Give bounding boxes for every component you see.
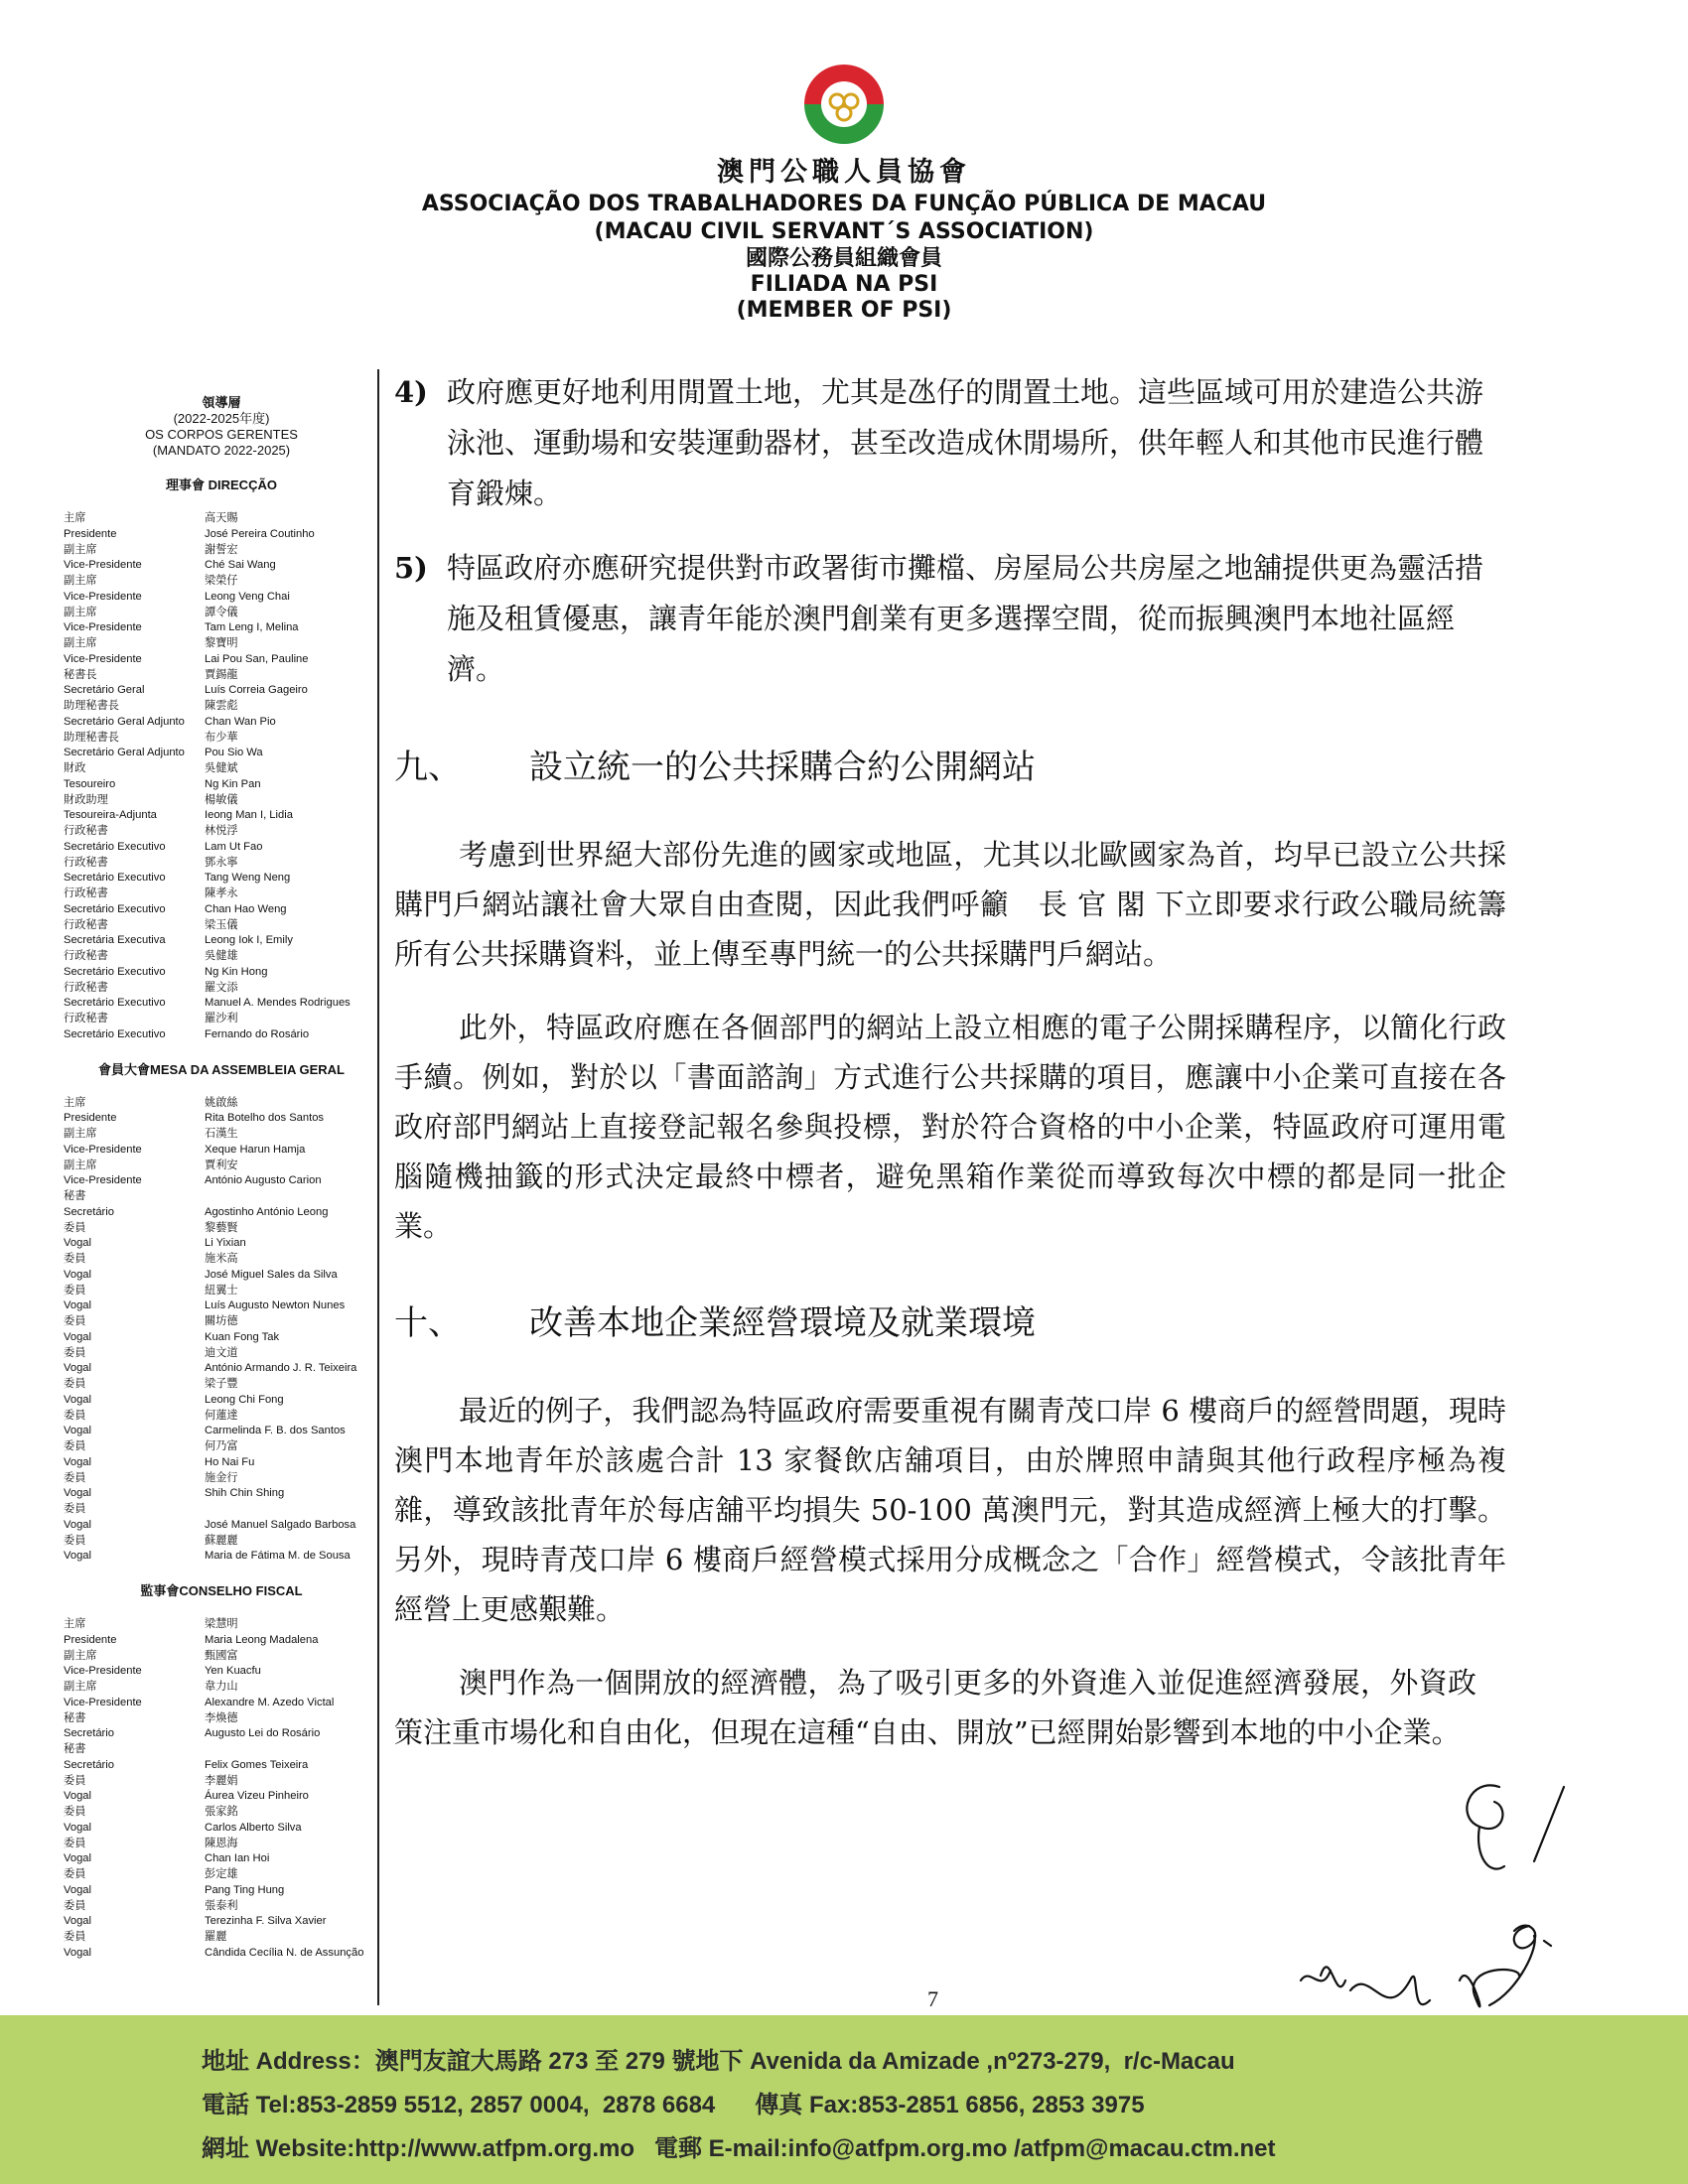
member-entry xyxy=(64,918,379,950)
member-entry xyxy=(64,668,379,700)
member-role-pt: Vogal xyxy=(64,1455,91,1468)
member-role-zh: 委員 xyxy=(64,1346,86,1359)
member-entry xyxy=(64,1774,379,1806)
member-name-zh: 李麗娟 xyxy=(205,1774,238,1787)
member-role-zh: 委員 xyxy=(64,1837,86,1849)
member-entry xyxy=(64,1377,379,1409)
member-role-pt: Vogal xyxy=(64,1790,91,1802)
member-name-pt: Carlos Alberto Silva xyxy=(205,1821,302,1834)
sidebar-title-line: OS CORPOS GERENTES xyxy=(145,427,298,442)
member-entry xyxy=(64,1649,379,1681)
member-name-zh: 林悦浮 xyxy=(205,825,238,837)
member-role-zh: 秘書 xyxy=(64,1711,86,1724)
member-role-pt: Presidente xyxy=(64,1112,117,1124)
member-entry xyxy=(64,1930,379,1962)
member-role-zh: 行政秘書 xyxy=(64,918,108,931)
member-name-zh: 彭定雄 xyxy=(205,1868,238,1880)
item-number: 5) xyxy=(394,551,428,585)
member-entry xyxy=(64,1742,379,1774)
section-title: 改善本地企業經營環境及就業環境 xyxy=(529,1303,1036,1343)
association-name-en: (MACAU CIVIL SERVANT´S ASSOCIATION) xyxy=(594,219,1094,244)
member-name-pt: Ng Kin Pan xyxy=(205,777,261,790)
member-role-pt: Tesoureira-Adjunta xyxy=(64,809,157,821)
member-name-zh: 陳雲彪 xyxy=(205,700,238,712)
member-role-zh: 委員 xyxy=(64,1899,86,1912)
member-role-pt: Vice-Presidente xyxy=(64,559,142,571)
member-name-zh: 梁子豐 xyxy=(205,1378,238,1390)
member-role-pt: Secretário Executivo xyxy=(64,965,166,978)
member-name-zh: 羅麗 xyxy=(205,1931,227,1943)
member-name-pt: Augusto Lei do Rosário xyxy=(205,1727,321,1739)
member-role-pt: Presidente xyxy=(64,527,117,540)
member-role-zh: 助理秘書長 xyxy=(64,700,119,712)
member-name-pt: Lai Pou San, Pauline xyxy=(205,652,309,665)
member-name-pt: Maria de Fátima M. de Sousa xyxy=(205,1550,351,1562)
member-name-zh: 楊敏儀 xyxy=(205,793,238,806)
member-entry xyxy=(64,511,379,543)
contact-footer xyxy=(0,2015,1688,2184)
member-role-pt: Secretário Executivo xyxy=(64,840,166,853)
member-name-zh: 陳孝永 xyxy=(205,887,238,899)
member-role-zh: 委員 xyxy=(64,1806,86,1818)
association-name-pt: ASSOCIAÇÃO DOS TRABALHADORES DA FUNÇÃO PÚBLICA DE MACAU xyxy=(421,192,1267,216)
member-role-zh: 委員 xyxy=(64,1503,86,1515)
member-entry xyxy=(64,1012,379,1043)
member-entry xyxy=(64,793,379,825)
member-role-pt: Vogal xyxy=(64,1299,91,1311)
member-role-pt: Vogal xyxy=(64,1915,91,1927)
member-role-pt: Secretário Executivo xyxy=(64,902,166,915)
paragraph: 此外，特區政府應在各個部門的網站上設立相應的電子公開採購程序，以簡化行政手續。例如，對於以「書面諮詢」方式進行公共採購的項目，應讓中小企業可直接在各政府部門網站上直接登記報名參與投標，對於符合資格的中小企業，特區政府可運用電腦隨機抽籤的形式決定最終中標者，避免黑箱作業從而導致每次中標的都是同一批企業。 xyxy=(394,1011,1506,1243)
member-name-pt: Pang Ting Hung xyxy=(205,1883,285,1896)
member-name-pt: Chan Ian Hoi xyxy=(205,1852,270,1864)
member-name-pt: António Augusto Carion xyxy=(205,1174,322,1186)
member-name-pt: Yen Kuacfu xyxy=(205,1665,261,1677)
member-role-zh: 委員 xyxy=(64,1315,86,1327)
member-name-zh: 黎藝賢 xyxy=(205,1221,238,1234)
member-entry xyxy=(64,1221,379,1253)
member-name-zh: 李煥德 xyxy=(205,1711,238,1724)
member-role-zh: 行政秘書 xyxy=(64,825,108,837)
member-role-pt: Vice-Presidente xyxy=(64,590,142,603)
list-item-4 xyxy=(394,367,1506,519)
member-name-zh: 韋力山 xyxy=(205,1681,238,1693)
member-entry xyxy=(64,1252,379,1284)
member-entry xyxy=(64,1284,379,1315)
member-role-pt: Vogal xyxy=(64,1487,91,1499)
member-role-zh: 行政秘書 xyxy=(64,981,108,994)
item-text: 政府應更好地利用閒置土地，尤其是氹仔的閒置土地。這些區域可用於建造公共游泳池、運動場和安裝運動器材，甚至改造成休閒場所，供年輕人和其他市民進行體育鍛煉。 xyxy=(447,375,1484,510)
member-name-pt: Kuan Fong Tak xyxy=(205,1330,280,1343)
member-entry xyxy=(64,1159,379,1190)
member-role-pt: Vogal xyxy=(64,1237,91,1249)
section-number: 九、 xyxy=(394,748,462,787)
member-name-zh: 石漢生 xyxy=(205,1128,238,1140)
member-entry xyxy=(64,949,379,981)
member-role-pt: Vice-Presidente xyxy=(64,652,142,665)
member-role-zh: 主席 xyxy=(64,1618,86,1630)
member-name-pt: Ng Kin Hong xyxy=(205,965,268,978)
member-name-zh: 施金行 xyxy=(205,1471,238,1484)
member-name-zh: 張泰利 xyxy=(205,1899,238,1912)
member-role-pt: Vice-Presidente xyxy=(64,1174,142,1186)
section-heading-10 xyxy=(394,1298,1506,1348)
member-role-pt: Vogal xyxy=(64,1393,91,1406)
item-number: 4) xyxy=(394,375,428,409)
member-role-zh: 副主席 xyxy=(64,1649,97,1662)
member-name-pt: José Manuel Salgado Barbosa xyxy=(205,1518,356,1531)
member-entry xyxy=(64,1805,379,1837)
paragraph: 考慮到世界絕大部份先進的國家或地區，尤其以北歐國家為首，均早已設立公共採購門戶網站讓社會大眾自由查閱，因此我們呼籲 長 官 閣 下立即要求行政公職局統籌所有公共採購資料，並上傳至專門統一的公共採購門戶網站。 xyxy=(394,838,1506,971)
footer-address: 地址 Address：澳門友誼大馬路 273 至 279 號地下 Avenida da Amizade ,nº273-279, r/c-Macau xyxy=(202,2048,1235,2075)
member-name-zh: 賈錫龍 xyxy=(205,668,238,681)
member-role-zh: 助理秘書長 xyxy=(64,731,119,744)
item-text: 特區政府亦應研究提供對市政署街市攤檔、房屋局公共房屋之地舖提供更為靈活措施及租賃優惠，讓青年能於澳門創業有更多選擇空間，從而振興澳門本地社區經濟。 xyxy=(447,551,1484,686)
member-name-pt: Alexandre M. Azedo Victal xyxy=(205,1696,335,1708)
member-name-zh: 紐翼士 xyxy=(205,1284,238,1297)
member-name-zh: 梁玉儀 xyxy=(205,918,238,931)
member-name-pt: Luís Augusto Newton Nunes xyxy=(205,1299,346,1311)
psi-member-zh: 國際公務員組織會員 xyxy=(745,246,942,271)
member-role-pt: Vogal xyxy=(64,1883,91,1896)
member-name-pt: Ché Sai Wang xyxy=(205,559,276,571)
member-name-zh: 關坊德 xyxy=(205,1315,238,1327)
member-name-zh: 布少華 xyxy=(205,731,238,744)
section-number: 十、 xyxy=(394,1303,462,1343)
member-name-pt: Leong Iok I, Emily xyxy=(205,934,293,946)
member-role-pt: Secretário xyxy=(64,1205,114,1218)
member-name-zh: 羅沙利 xyxy=(205,1013,238,1024)
member-name-pt: Carmelinda F. B. dos Santos xyxy=(205,1425,346,1436)
member-entry xyxy=(64,887,379,918)
member-name-zh: 羅文添 xyxy=(205,981,238,994)
member-entry xyxy=(64,1189,379,1221)
member-entry xyxy=(64,856,379,887)
member-role-pt: Vice-Presidente xyxy=(64,621,142,633)
member-name-zh: 鄧永寧 xyxy=(205,856,238,869)
member-role-zh: 行政秘書 xyxy=(64,950,108,962)
member-role-pt: Vogal xyxy=(64,1821,91,1834)
member-name-zh: 黎寶明 xyxy=(205,637,238,649)
psi-member-en: (MEMBER OF PSI) xyxy=(736,298,952,323)
member-role-zh: 行政秘書 xyxy=(64,1013,108,1024)
member-role-zh: 財政 xyxy=(64,762,86,774)
member-role-pt: Vogal xyxy=(64,1330,91,1343)
member-name-zh: 施米高 xyxy=(205,1253,238,1265)
member-entry xyxy=(64,1127,379,1159)
member-entry xyxy=(64,731,379,762)
member-entry xyxy=(64,1502,379,1534)
page-number: 7 xyxy=(927,1986,938,2011)
member-name-pt: Ieong Man I, Lidia xyxy=(205,809,293,821)
member-entry xyxy=(64,1617,379,1649)
member-role-zh: 委員 xyxy=(64,1221,86,1234)
member-role-zh: 副主席 xyxy=(64,1681,97,1693)
member-name-pt: Fernando do Rosário xyxy=(205,1027,310,1040)
member-role-pt: Vice-Presidente xyxy=(64,1143,142,1156)
member-entry xyxy=(64,636,379,668)
member-role-zh: 副主席 xyxy=(64,1128,97,1140)
member-name-zh: 梁慧明 xyxy=(205,1618,238,1630)
member-role-pt: Presidente xyxy=(64,1633,117,1646)
member-role-pt: Secretário Geral xyxy=(64,684,145,696)
member-name-pt: Felix Gomes Teixeira xyxy=(205,1758,309,1771)
member-role-pt: Vogal xyxy=(64,1852,91,1864)
member-role-pt: Vogal xyxy=(64,1550,91,1562)
member-name-pt: José Miguel Sales da Silva xyxy=(205,1268,338,1281)
member-role-pt: Secretário Executivo xyxy=(64,872,166,884)
member-role-zh: 副主席 xyxy=(64,575,97,587)
member-role-zh: 委員 xyxy=(64,1534,86,1547)
member-name-pt: Manuel A. Mendes Rodrigues xyxy=(205,997,351,1009)
member-role-pt: Secretária Executiva xyxy=(64,934,166,946)
leadership-sidebar xyxy=(64,395,379,1962)
member-name-pt: Shih Chin Shing xyxy=(205,1487,285,1499)
member-role-zh: 副主席 xyxy=(64,543,97,556)
member-role-zh: 委員 xyxy=(64,1284,86,1297)
member-role-zh: 副主席 xyxy=(64,637,97,649)
member-entry xyxy=(64,1534,379,1566)
sidebar-title xyxy=(64,395,379,459)
member-role-zh: 委員 xyxy=(64,1931,86,1943)
member-role-pt: Vice-Presidente xyxy=(64,1696,142,1708)
member-entry xyxy=(64,1471,379,1503)
member-role-zh: 主席 xyxy=(64,1096,86,1109)
member-role-zh: 委員 xyxy=(64,1774,86,1787)
member-role-zh: 委員 xyxy=(64,1868,86,1880)
member-entry xyxy=(64,761,379,793)
member-name-zh: 高天賜 xyxy=(205,512,238,524)
member-role-pt: Vogal xyxy=(64,1268,91,1281)
member-name-zh: 吳健雄 xyxy=(205,950,238,962)
member-role-zh: 主席 xyxy=(64,512,86,524)
member-name-pt: Rita Botelho dos Santos xyxy=(205,1112,325,1124)
member-name-pt: Ho Nai Fu xyxy=(205,1455,255,1468)
member-role-zh: 行政秘書 xyxy=(64,856,108,869)
member-entry xyxy=(64,574,379,606)
sidebar-section-title: 監事會CONSELHO FISCAL xyxy=(140,1583,303,1598)
member-name-pt: António Armando J. R. Teixeira xyxy=(205,1362,357,1374)
sidebar-title-line: 領導層 xyxy=(202,395,241,410)
member-name-zh: 甄國富 xyxy=(205,1649,238,1662)
member-entry xyxy=(64,1837,379,1868)
member-name-pt: Cândida Cecília N. de Assunção xyxy=(205,1946,364,1959)
member-name-zh: 何蓮達 xyxy=(205,1409,238,1422)
member-role-pt: Secretário Geral Adjunto xyxy=(64,715,185,728)
member-entry xyxy=(64,1899,379,1931)
member-entry xyxy=(64,1439,379,1471)
member-entry xyxy=(64,981,379,1013)
member-entry xyxy=(64,1096,379,1128)
member-name-zh: 張家銘 xyxy=(205,1806,238,1818)
member-role-zh: 秘書 xyxy=(64,1190,86,1202)
member-name-pt: Xeque Harun Hamja xyxy=(205,1143,306,1156)
member-name-pt: Tam Leng I, Melina xyxy=(205,621,299,633)
letterhead xyxy=(0,60,1688,324)
sidebar-section-title: 會員大會MESA DA ASSEMBLEIA GERAL xyxy=(98,1061,345,1077)
member-role-zh: 副主席 xyxy=(64,1159,97,1171)
member-name-zh: 陳恩海 xyxy=(205,1837,238,1849)
member-entry xyxy=(64,1409,379,1440)
member-name-zh: 梁榮仔 xyxy=(205,575,238,587)
member-name-zh: 迪文道 xyxy=(205,1346,238,1359)
sidebar-section-title: 理事會 DIRECÇÃO xyxy=(166,478,277,492)
member-entry xyxy=(64,699,379,731)
member-role-zh: 委員 xyxy=(64,1471,86,1484)
sidebar-title-line: (2022-2025年度) xyxy=(173,411,270,426)
sidebar-title-line: (MANDATO 2022-2025) xyxy=(152,443,291,458)
member-name-zh: 謝誓宏 xyxy=(205,543,238,556)
member-name-zh: 何乃富 xyxy=(205,1440,238,1452)
member-name-pt: Luís Correia Gageiro xyxy=(205,684,308,696)
member-name-pt: Maria Leong Madalena xyxy=(205,1633,319,1646)
member-role-pt: Vogal xyxy=(64,1946,91,1959)
psi-member-pt: FILIADA NA PSI xyxy=(750,272,938,297)
member-role-zh: 秘書 xyxy=(64,1743,86,1755)
member-name-pt: Li Yixian xyxy=(205,1237,246,1249)
member-role-pt: Secretário Geral Adjunto xyxy=(64,747,185,758)
section-title: 設立統一的公共採購合約公開網站 xyxy=(529,748,1036,787)
member-entry xyxy=(64,1314,379,1346)
member-role-zh: 副主席 xyxy=(64,606,97,618)
member-role-zh: 委員 xyxy=(64,1409,86,1422)
member-entry xyxy=(64,1867,379,1899)
main-content xyxy=(394,367,1506,1757)
association-name-zh: 澳門公職人員協會 xyxy=(717,157,971,188)
member-role-pt: Tesoureiro xyxy=(64,777,116,790)
member-role-zh: 秘書長 xyxy=(64,668,97,681)
member-role-pt: Vogal xyxy=(64,1518,91,1531)
member-role-pt: Vogal xyxy=(64,1362,91,1374)
member-name-zh: 蘇麗麗 xyxy=(205,1534,238,1547)
member-name-pt: Lam Ut Fao xyxy=(205,840,263,853)
member-role-pt: Secretário xyxy=(64,1727,114,1739)
association-logo xyxy=(799,60,889,149)
member-entry xyxy=(64,543,379,575)
member-name-pt: Leong Veng Chai xyxy=(205,590,290,603)
paragraph: 最近的例子，我們認為特區政府需要重視有關青茂口岸 6 樓商戶的經營問題，現時澳門本地青年於該處合計 13 家餐飲店舖項目，由於牌照申請與其他行政程序極為複雜，導致該批青年於每店舖平均損失 50-100 萬澳門元，對其造成經濟上極大的打擊。另外，現時青茂口岸 6 樓商戶經營模式採用分成概念之「合作」經營模式，令該批青年經營上更感艱難。 xyxy=(394,1394,1506,1626)
section-heading-9 xyxy=(394,743,1506,792)
member-entry xyxy=(64,1346,379,1378)
member-name-pt: Terezinha F. Silva Xavier xyxy=(205,1915,327,1927)
member-role-pt: Secretário xyxy=(64,1758,114,1771)
member-entry xyxy=(64,606,379,637)
member-name-pt: José Pereira Coutinho xyxy=(205,527,315,540)
member-role-pt: Secretário Executivo xyxy=(64,997,166,1009)
member-role-zh: 行政秘書 xyxy=(64,887,108,899)
member-name-zh: 姚啟絲 xyxy=(205,1096,238,1109)
footer-web-email: 網址 Website:http://www.atfpm.org.mo 電郵 E-mail:info@atfpm.org.mo /atfpm@macau.ctm.net xyxy=(202,2135,1276,2162)
member-name-pt: Chan Hao Weng xyxy=(205,902,287,915)
member-entry xyxy=(64,1680,379,1711)
member-name-zh: 吳健斌 xyxy=(205,762,238,774)
member-name-pt: Chan Wan Pio xyxy=(205,715,276,728)
member-name-pt: Leong Chi Fong xyxy=(205,1393,284,1406)
paragraph: 澳門作為一個開放的經濟體，為了吸引更多的外資進入並促進經濟發展，外資政策注重市場化和自由化，但現在這種“自由、開放”已經開始影響到本地的中小企業。 xyxy=(394,1666,1477,1749)
member-name-zh: 賈利安 xyxy=(205,1159,238,1171)
member-entry xyxy=(64,824,379,856)
member-role-zh: 委員 xyxy=(64,1378,86,1390)
member-role-pt: Vice-Presidente xyxy=(64,1665,142,1677)
member-name-pt: Áurea Vizeu Pinheiro xyxy=(205,1790,309,1802)
footer-phone: 電話 Tel:853-2859 5512, 2857 0004, 2878 6684 傳真 Fax:853-2851 6856, 2853 3975 xyxy=(202,2092,1145,2118)
member-role-zh: 財政助理 xyxy=(64,793,108,806)
member-name-pt: Pou Sio Wa xyxy=(205,747,263,758)
member-name-pt: Tang Weng Neng xyxy=(205,872,291,884)
member-name-pt: Agostinho António Leong xyxy=(205,1205,329,1218)
member-role-pt: Secretário Executivo xyxy=(64,1027,166,1040)
member-role-zh: 委員 xyxy=(64,1253,86,1265)
member-role-zh: 委員 xyxy=(64,1440,86,1452)
member-entry xyxy=(64,1711,379,1743)
member-role-pt: Vogal xyxy=(64,1425,91,1436)
member-name-zh: 譚令儀 xyxy=(205,606,238,618)
list-item-5 xyxy=(394,543,1506,695)
